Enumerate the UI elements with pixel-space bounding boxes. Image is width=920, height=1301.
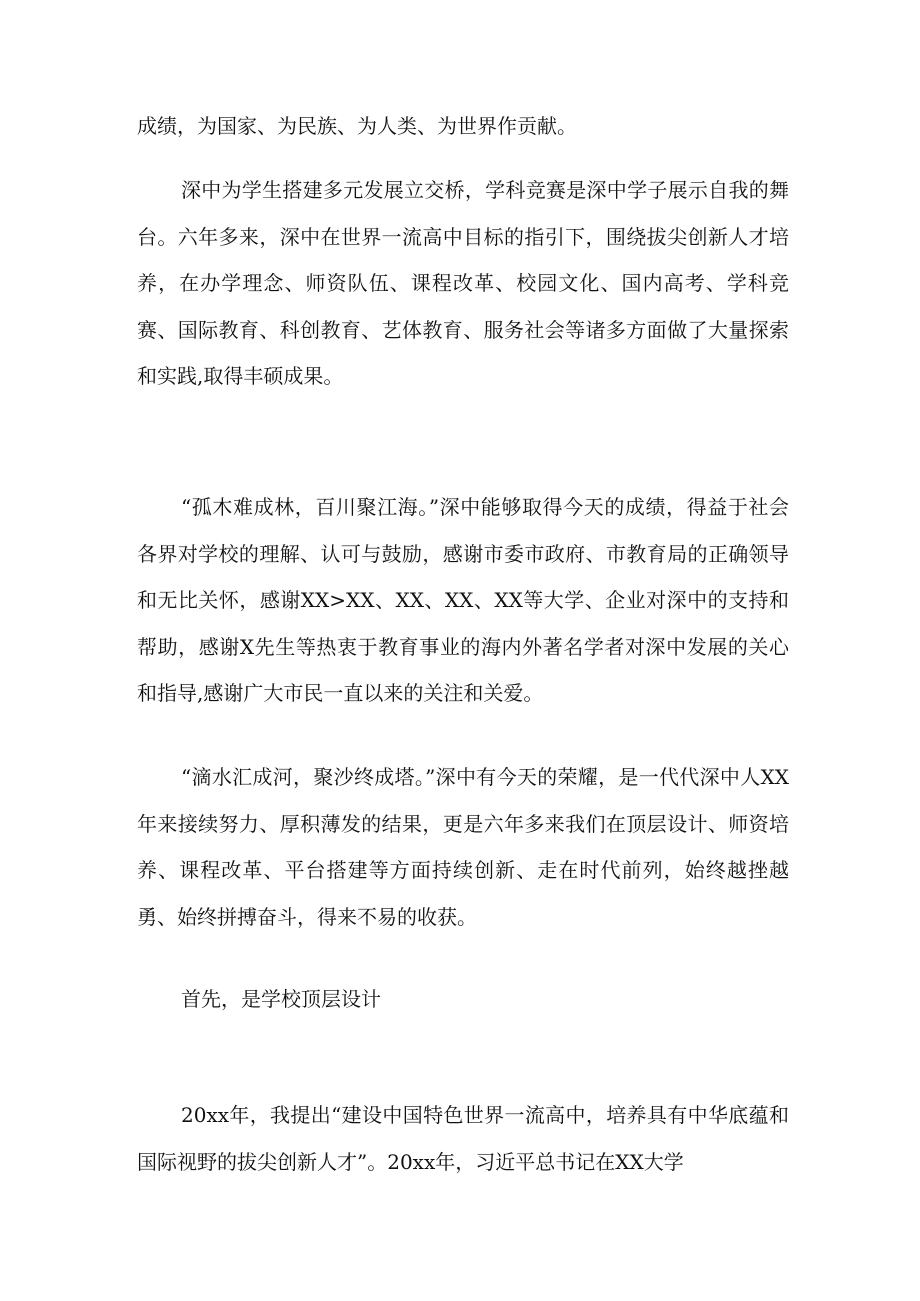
paragraph-platform: 深中为学生搭建多元发展立交桥，学科竞赛是深中学子展示自我的舞台。六年多来，深中在世界一流高中目标的指引下，围绕拔尖创新人才培养，在办学理念、师资队伍、课程改革、校园文化、国内高考、学科竞赛、国际教育、科创教育、艺体教育、服务社会等诸多方面做了大量探索和实践,取得丰硕成果。 bbox=[137, 178, 789, 388]
paragraph-gratitude: “孤木难成林，百川聚江海。”深中能够取得今天的成绩，得益于社会各界对学校的理解、认可与鼓励，感谢市委市政府、市教育局的正确领导和无比关怀，感谢XX>XX、XX、XX、XX等大学、企业对深中的支持和帮助，感谢X先生等热衷于教育事业的海内外著名学者对深中发展的关心和指导,感谢广大市民一直以来的关注和关爱。 bbox=[137, 495, 789, 705]
section-heading: 首先，是学校顶层设计 bbox=[181, 987, 381, 1011]
paragraph-honor: “滴水汇成河，聚沙终成塔。”深中有今天的荣耀，是一代代深中人XX年来接续努力、厚积薄发的结果，更是六年多来我们在顶层设计、师资培养、课程改革、平台搭建等方面持续创新、走在时代前列，始终越挫越勇、始终拼搏奋斗，得来不易的收获。 bbox=[137, 765, 789, 929]
paragraph-design: 20xx年，我提出“建设中国特色世界一流高中，培养具有中华底蕴和国际视野的拔尖创新人才”。20xx年，习近平总书记在XX大学 bbox=[137, 1103, 789, 1174]
paragraph-continuation: 成绩，为国家、为民族、为人类、为世界作贡献。 bbox=[137, 114, 577, 138]
